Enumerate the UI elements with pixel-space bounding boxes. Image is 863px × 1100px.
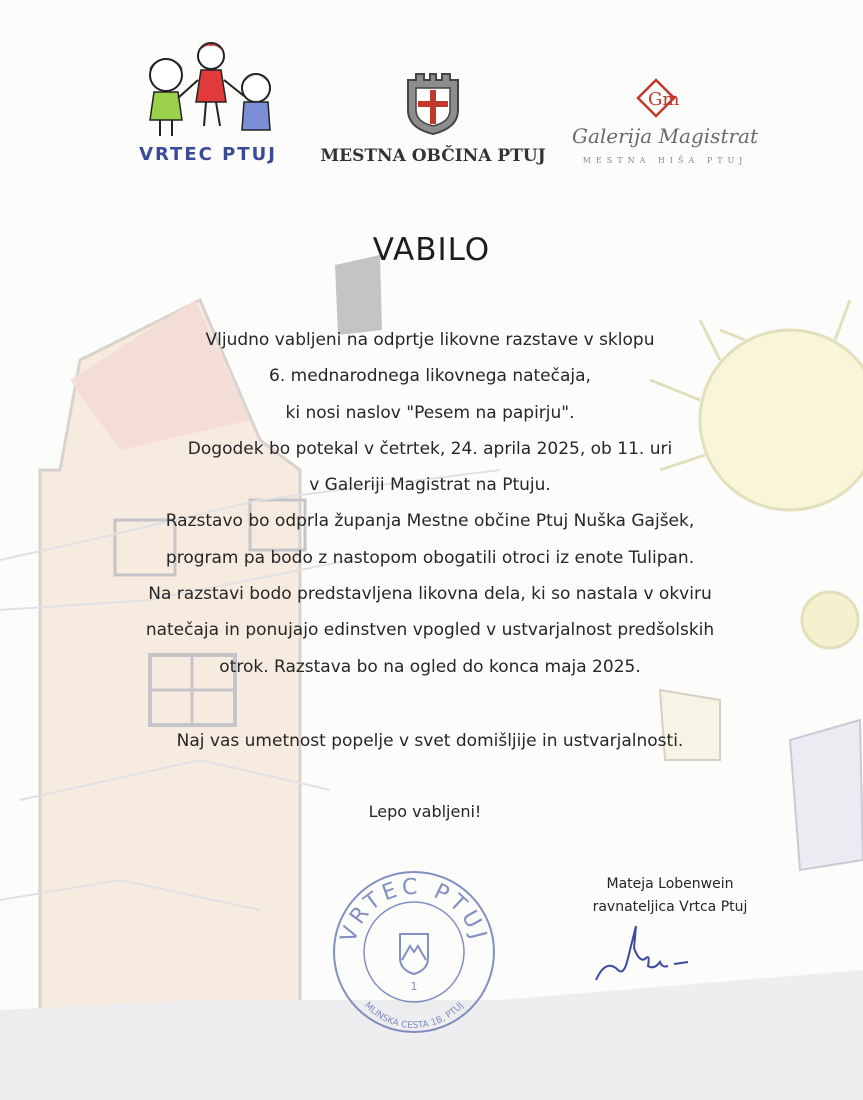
stamp-top-text: VRTEC PTUJ (336, 874, 492, 946)
coat-of-arms-icon (400, 70, 466, 136)
body-line: program pa bodo z nastopom obogatili otroci iz enote Tulipan. (165, 547, 695, 568)
gallery-mark-icon (636, 78, 696, 120)
children-drawing-icon (136, 40, 280, 140)
gallery-mark-letters: Gm (648, 89, 680, 110)
closing-line: Naj vas umetnost popelje v svet domišljije in ustvarjalnosti. (176, 731, 684, 751)
kindergarten-stamp (326, 862, 502, 1038)
handwritten-signature (588, 918, 698, 990)
body-line: Vljudno vabljeni na odprtje likovne razstave v sklopu (205, 330, 655, 350)
signer-role: ravnateljica Vrtca Ptuj (592, 899, 748, 915)
invitation-body (80, 322, 780, 685)
signer-name: Mateja Lobenwein (606, 876, 734, 892)
greeting: Lepo vabljeni! (368, 802, 482, 821)
body-line: otrok. Razstava bo na ogled do konca maja 2025. (219, 656, 641, 677)
galerija-magistrat-logo (560, 78, 770, 178)
vrtec-ptuj-logo-text: VRTEC PTUJ (139, 144, 277, 165)
body-line: Na razstavi bodo predstavljena likovna dela, ki so nastala v okviru (148, 584, 712, 605)
body-line: Razstavo bo odprla županja Mestne občine Ptuj Nuška Gajšek, (165, 511, 695, 532)
body-line: 6. mednarodnega likovnega natečaja, (269, 366, 591, 387)
galerija-magistrat-logo-subtext: MESTNA HIŠA PTUJ (582, 156, 748, 165)
galerija-magistrat-logo-text: Galerija Magistrat (572, 124, 758, 148)
stamp-number: 1 (410, 980, 418, 993)
vrtec-ptuj-logo (128, 40, 288, 180)
body-line: Dogodek bo potekal v četrtek, 24. aprila 2025, ob 11. uri (187, 438, 673, 459)
stamp-bottom-text: MLINSKA CESTA 1B, PTUJ (362, 1000, 466, 1032)
mestna-obcina-ptuj-logo-text: MESTNA OBČINA PTUJ (320, 146, 546, 166)
slovenian-coat-of-arms-icon (400, 934, 428, 974)
body-line: v Galeriji Magistrat na Ptuju. (309, 475, 551, 496)
invitation-title: VABILO (372, 232, 491, 268)
body-line: natečaja in ponujajo edinstven vpogled v ustvarjalnost predšolskih (145, 620, 715, 641)
mestna-obcina-ptuj-logo (318, 70, 548, 180)
body-line: ki nosi naslov "Pesem na papirju". (285, 402, 575, 423)
